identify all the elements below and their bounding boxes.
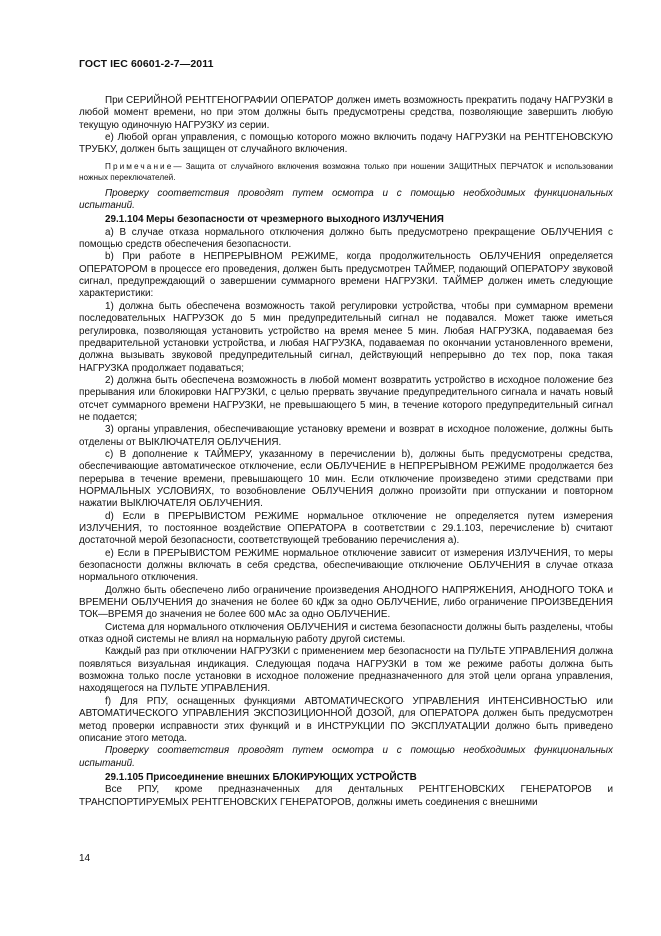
paragraph-limit: Должно быть обеспечено либо ограничение произведения АНОДНОГО НАПРЯЖЕНИЯ, АНОДНОГО ТОКА и ВРЕМЕНИ ОБЛУЧЕНИЯ до значения не более 60 кДж за одно ОБЛУЧЕНИЕ, либо ограничение ПРОИЗВЕДЕНИЯ ТОК—ВРЕМЯ до значения не более 600 мАс за одно ОБЛУЧЕНИЕ. — [79, 584, 613, 621]
note-label: Примечание — [105, 161, 174, 171]
paragraph-serial-radiography: При СЕРИЙНОЙ РЕНТГЕНОГРАФИИ ОПЕРАТОР должен иметь возможность прекратить подачу НАГРУЗКИ в любой момент времени, но при этом должны быть предусмотрены средства, позволяющие завершить любую текущую одиночную НАГРУЗКУ из серии. — [79, 95, 613, 131]
paragraph-e-intermittent: е) Если в ПРЕРЫВИСТОМ РЕЖИМЕ нормальное отключение зависит от измерения ИЗЛУЧЕНИЯ, то меры безопасности должны включать в себя средства, обеспечивающие отключение ОБЛУЧЕНИЯ в случае отказа нормального отключения. — [79, 547, 613, 584]
section-heading-29-1-105: 29.1.105 Присоединение внешних БЛОКИРУЮЩИХ УСТРОЙСТВ — [105, 771, 417, 783]
paragraph-b3: 3) органы управления, обеспечивающие установку времени и возврат в исходное положение, должны быть отделены от ВЫКЛЮЧАТЕЛЯ ОБЛУЧЕНИЯ. — [79, 424, 613, 448]
document-body — [79, 95, 613, 809]
paragraph-a-safety: а) В случае отказа нормального отключения должно быть предусмотрено прекращение ОБЛУЧЕНИЯ с помощью средств обеспечения безопасности. — [79, 226, 613, 251]
paragraph-separation: Система для нормального отключения ОБЛУЧЕНИЯ и система безопасности должны быть разделены, чтобы отказ одной системы не влиял на нормальную работу другой системы. — [79, 621, 613, 646]
paragraph-c-auto-off: с) В дополнение к ТАЙМЕРУ, указанному в перечислении b), должны быть предусмотрены средства, обеспечивающие автоматическое отключение, если ОБЛУЧЕНИЕ в НЕПРЕРЫВНОМ РЕЖИМЕ продолжается без перерыва в течение времени, превышающего 10 мин. Если отключение произведено этими средствами при НОРМАЛЬНЫХ УСЛОВИЯХ, то возобновление ОБЛУЧЕНИЯ должно произойти при отпускании и повторном нажатии ВЫКЛЮЧАТЕЛЯ ОБЛУЧЕНИЯ. — [79, 448, 613, 510]
paragraph-b1: 1) должна быть обеспечена возможность такой регулировки устройства, чтобы при суммарном времени последовательных НАГРУЗОК до 5 мин предупредительный сигнал не подавался. Может также иметься регулировка, позволяющая установить устройство на время менее 5 мин. Любая НАГРУЗКА, подаваемая без предварительной установки устройства, и любая НАГРУЗКА, подаваемая по окончании установленного времени, должна вызывать звуковой предупредительный сигнал, действующий непрерывно до тех пор, пока такая НАГРУЗКА продолжает подаваться; — [79, 300, 613, 374]
page-number: 14 — [79, 853, 91, 864]
note — [79, 161, 613, 183]
paragraph-b-timer: b) При работе в НЕПРЕРЫВНОМ РЕЖИМЕ, когда продолжительность ОБЛУЧЕНИЯ определяется ОПЕРАТОРОМ в процессе его проведения, должен быть предусмотрен ТАЙМЕР, подающий ОПЕРАТОРУ звуковой сигнал, предупреждающий о завершении суммарного времени НАГРУЗКИ. ТАЙМЕР должен иметь следующие характеристики: — [79, 251, 613, 300]
note-text: — Защита от случайного включения возможна только при ношении ЗАЩИТНЫХ ПЕРЧАТОК и использовании ножных переключателей. — [79, 161, 613, 182]
document-header: ГОСТ IEC 60601-2-7—2011 — [79, 58, 214, 70]
paragraph-interlocks: Все РПУ, кроме предназначенных для дентальных РЕНТГЕНОВСКИХ ГЕНЕРАТОРОВ и ТРАНСПОРТИРУЕМЫХ РЕНТГЕНОВСКИХ ГЕНЕРАТОРОВ, должны иметь соединения с внешними — [79, 784, 613, 808]
section-heading-29-1-104: 29.1.104 Меры безопасности от чрезмерного выходного ИЗЛУЧЕНИЯ — [105, 214, 444, 226]
paragraph-d-intermittent: d) Если в ПРЕРЫВИСТОМ РЕЖИМЕ нормальное отключение не определяется путем измерения ИЗЛУЧЕНИЯ, то постоянное воздействие ОПЕРАТОРА в соответствии с 29.1.103, перечисление b) считают достаточной мерой безопасности, соответствующей требованию перечисления а). — [79, 510, 613, 547]
paragraph-indication: Каждый раз при отключении НАГРУЗКИ с применением мер безопасности на ПУЛЬТЕ УПРАВЛЕНИЯ должна появляться визуальная индикация. Следующая подача НАГРУЗКИ в том же режиме работы должна быть возможна только после установки в исходное положение предназначенного для этой цели органа управления, находящегося на ПУЛЬТЕ УПРАВЛЕНИЯ. — [79, 646, 613, 695]
compliance-check-1: Проверку соответствия проводят путем осмотра и с помощью необходимых функциональных испытаний. — [79, 187, 613, 212]
paragraph-f-automatic: f) Для РПУ, оснащенных функциями АВТОМАТИЧЕСКОГО УПРАВЛЕНИЯ ИНТЕНСИВНОСТЬЮ или АВТОМАТИЧЕСКОГО УПРАВЛЕНИЯ ЭКСПОЗИЦИОННОЙ ДОЗОЙ, для ОПЕРАТОРА должен быть предусмотрен метод проверки исправности этих функций и в ИНСТРУКЦИИ ПО ЭКСПЛУАТАЦИИ должно быть приведено описание этого метода. — [79, 695, 613, 744]
compliance-check-2: Проверку соответствия проводят путем осмотра и с помощью необходимых функциональных испытаний. — [79, 745, 613, 769]
paragraph-e-control: е) Любой орган управления, с помощью которого можно включить подачу НАГРУЗКИ на РЕНТГЕНОВСКУЮ ТРУБКУ, должен быть защищен от случайного включения. — [79, 132, 613, 156]
paragraph-b2: 2) должна быть обеспечена возможность в любой момент возвратить устройство в исходное положение без прерывания или блокировки НАГРУЗКИ, с целью прервать звучание предупредительного сигнала и начать новый отсчет суммарного времени НАГРУЗКИ, не превышающего 5 мин, в течение которого предупредительный сигнал не подается; — [79, 374, 613, 423]
